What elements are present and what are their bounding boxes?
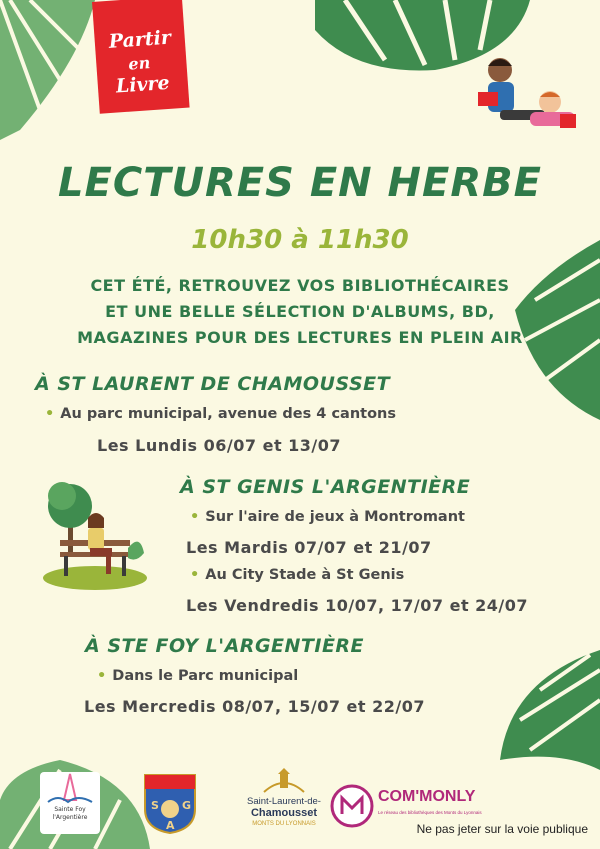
children-reading-illustration	[460, 52, 580, 142]
sainte-foy-line-1: Sainte Foy	[54, 806, 86, 813]
woman-reading-on-bench-illustration	[40, 478, 150, 593]
location-place-montromant: • Sur l'aire de jeux à Montromant	[190, 509, 465, 525]
location-place-st-laurent: • Au parc municipal, avenue des 4 cantons	[45, 406, 396, 422]
badge-line-3: Livre	[115, 71, 171, 98]
st-genis-crest	[143, 773, 197, 835]
crest-letter-g: G	[182, 799, 192, 812]
church-icon	[244, 768, 324, 794]
location-dates-ste-foy: Les Mercredis 08/07, 15/07 et 22/07	[84, 697, 425, 716]
intro-line-2: ET UNE BELLE SÉLECTION D'ALBUMS, BD,	[105, 302, 495, 321]
commonly-name: COM'MONLY	[378, 788, 476, 805]
event-title: LECTURES EN HERBE	[58, 160, 542, 206]
eiffel-wave-icon	[40, 772, 100, 806]
footer-note: Ne pas jeter sur la voie publique	[416, 822, 588, 836]
bullet-dot: •	[45, 406, 55, 422]
partir-en-livre-badge	[92, 0, 190, 114]
intro-line-1: CET ÉTÉ, RETROUVEZ VOS BIBLIOTHÉCAIRES	[90, 276, 510, 295]
st-laurent-line-1: Saint-Laurent-de-	[247, 796, 321, 807]
commonly-emblem-icon	[330, 784, 374, 828]
location-heading-st-laurent: À ST LAURENT DE CHAMOUSSET	[35, 373, 391, 395]
location-dates-city-stade: Les Vendredis 10/07, 17/07 et 24/07	[186, 596, 529, 615]
crest-letter-s: S	[151, 799, 159, 812]
bullet-dot: •	[190, 509, 200, 525]
palm-leaf-bottom-right-decoration	[480, 640, 600, 770]
location-heading-ste-foy: À STE FOY L'ARGENTIÈRE	[85, 635, 365, 657]
bullet-dot: •	[190, 567, 200, 583]
st-laurent-line-2: Chamousset	[250, 807, 318, 819]
crest-letter-a: A	[166, 819, 175, 832]
location-place-city-stade: • Au City Stade à St Genis	[190, 567, 405, 583]
location-heading-st-genis: À ST GENIS L'ARGENTIÈRE	[180, 476, 471, 498]
event-time: 10h30 à 11h30	[191, 225, 409, 255]
bullet-dot: •	[97, 668, 107, 684]
location-place-ste-foy: • Dans le Parc municipal	[97, 668, 299, 684]
st-laurent-line-3: MONTS DU LYONNAIS	[252, 821, 316, 827]
location-dates-montromant: Les Mardis 07/07 et 21/07	[186, 538, 432, 557]
sainte-foy-line-2: l'Argentière	[52, 814, 88, 821]
badge-line-1: Partir	[108, 26, 172, 53]
badge-line-2: en	[127, 53, 151, 74]
commonly-tagline: Le réseau des bibliothèques des Monts du Lyonnais	[378, 810, 482, 815]
intro-text	[40, 273, 560, 351]
intro-line-3: MAGAZINES POUR DES LECTURES EN PLEIN AIR	[77, 328, 523, 347]
st-laurent-logo	[244, 768, 324, 830]
location-dates-st-laurent: Les Lundis 06/07 et 13/07	[97, 436, 342, 455]
sainte-foy-logo	[40, 772, 100, 834]
